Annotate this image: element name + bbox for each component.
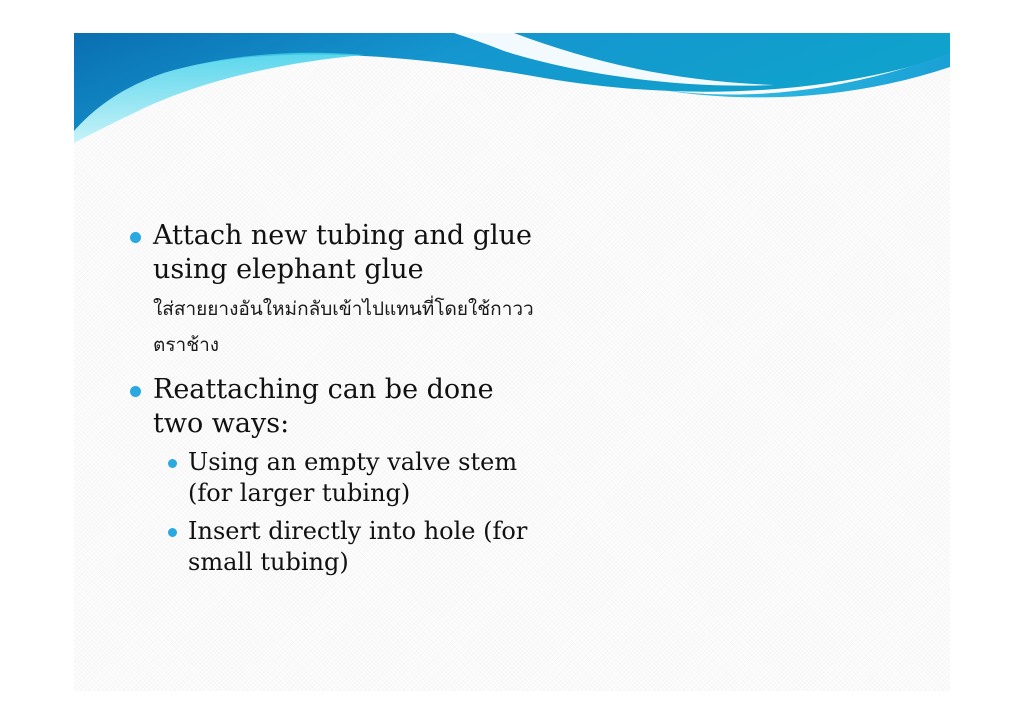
sub-bullet-dot-icon bbox=[168, 459, 177, 468]
header-wave-decoration bbox=[74, 33, 950, 143]
slide bbox=[74, 33, 950, 691]
bullet-thai-text: ใส่สายยางอันใหม่กลับเข้าไปแทนที่โดยใช้กาววตราช้าง bbox=[153, 298, 534, 356]
sub-bullet-text: Insert directly into hole (for small tubing) bbox=[188, 517, 528, 576]
bullet-dot-icon bbox=[130, 232, 141, 243]
sub-bullet-list bbox=[153, 447, 550, 578]
sub-bullet-dot-icon bbox=[168, 528, 177, 537]
bullet-reattaching bbox=[130, 373, 550, 578]
bullet-attach-tubing bbox=[130, 219, 550, 363]
slide-content bbox=[130, 219, 550, 578]
bullet-text: Attach new tubing and glue using elephant glue bbox=[153, 220, 533, 285]
sub-bullet-insert-hole bbox=[168, 516, 550, 578]
sub-bullet-valve-stem bbox=[168, 447, 550, 509]
bullet-text: Reattaching can be done two ways: bbox=[153, 374, 494, 439]
sub-bullet-text: Using an empty valve stem (for larger tubing) bbox=[188, 448, 518, 507]
bullet-dot-icon bbox=[130, 386, 141, 397]
